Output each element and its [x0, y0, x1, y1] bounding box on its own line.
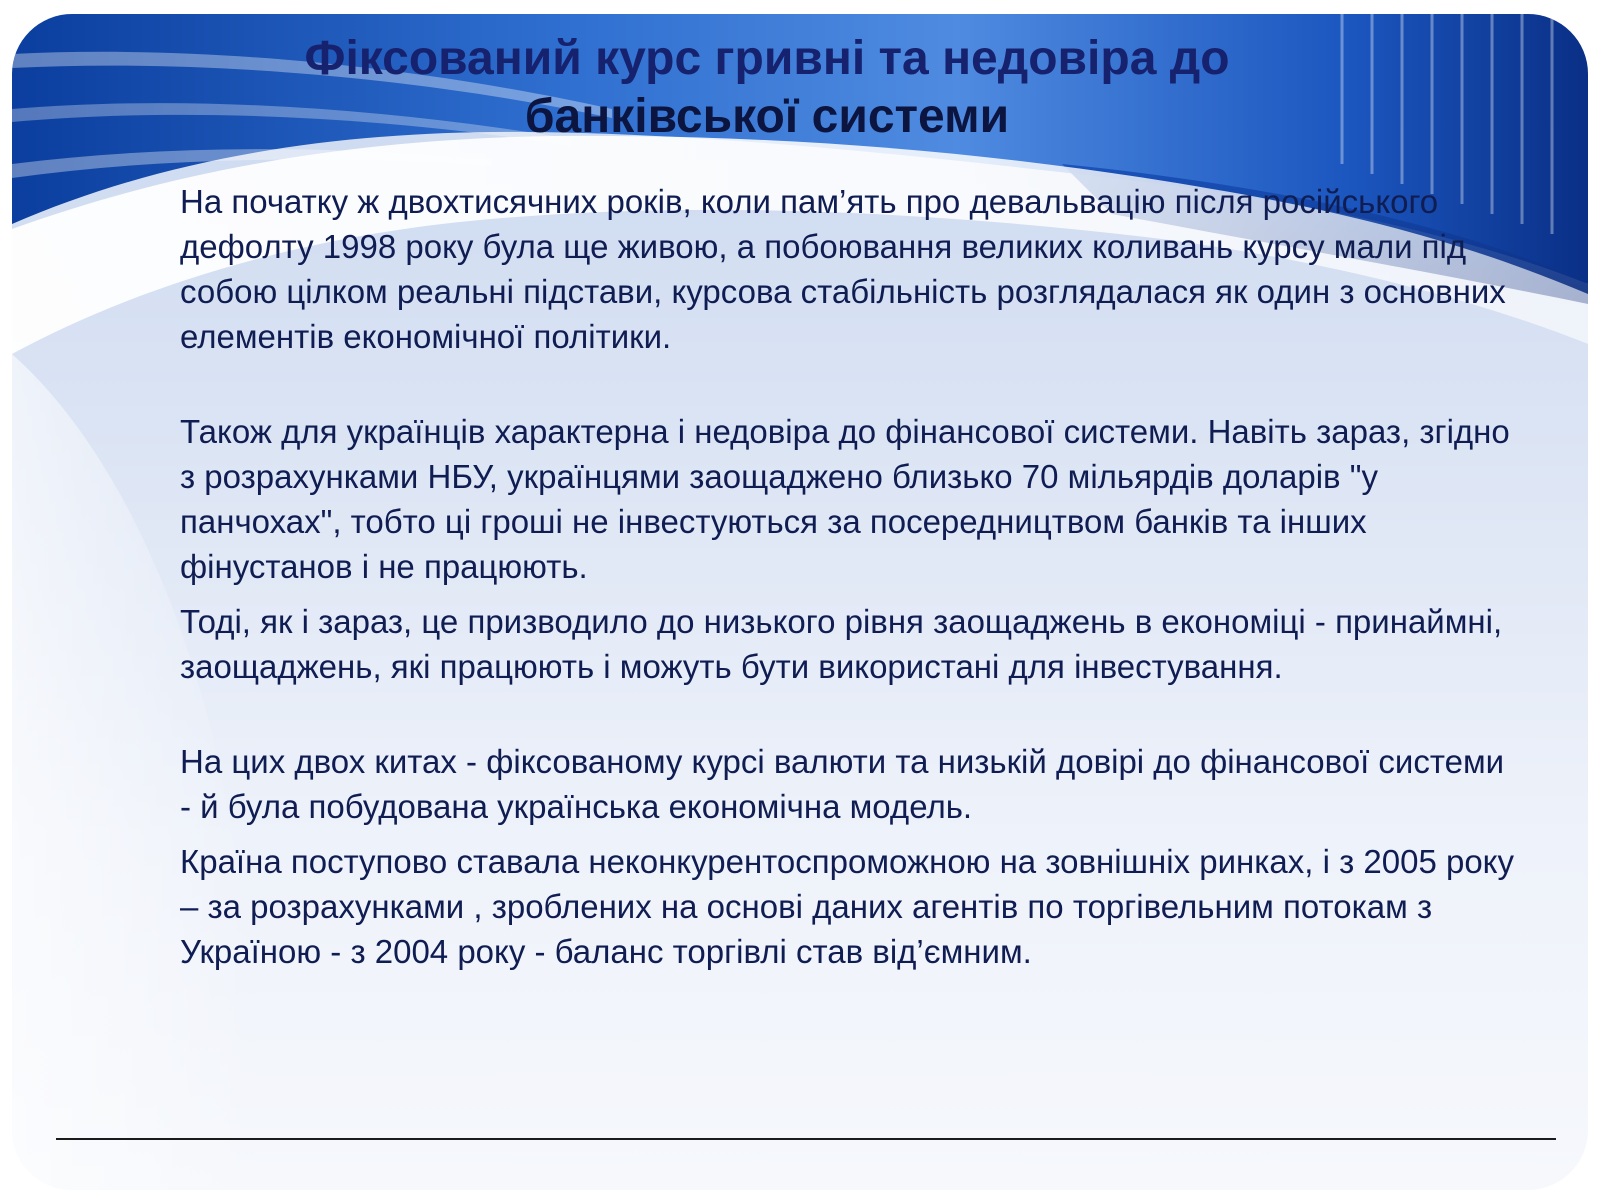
paragraph-5: Країна поступово ставала неконкурентоспроможною на зовнішніх ринках, і з 2005 року – за розрахунками , зроблених на основі даних агентів по торгівельним потокам з Україною - з 2004 року - баланс торгівлі став від’ємним. [180, 843, 1514, 970]
slide-title-line-1: Фіксований курс гривні та недовіра до [304, 32, 1230, 85]
footer-divider [56, 1138, 1556, 1140]
slide-body [180, 179, 1520, 974]
paragraph-4: На цих двох китах - фіксованому курсі валюти та низькій довірі до фінансової системи - й була побудована українська економічна модель. [180, 743, 1505, 825]
slide-title [192, 30, 1342, 146]
paragraph-3: Тоді, як і зараз, це призводило до низького рівня заощаджень в економіці - принаймні, заощаджень, які працюють і можуть бути використані для інвестування. [180, 603, 1503, 685]
paragraph-2: Також для українців характерна і недовіра до фінансової системи. Навіть зараз, згідно з розрахунками НБУ, українцями заощаджено близько 70 мільярдів доларів "у панчохах", тобто ці гроші не інвестуються за посередництвом банків та інших фінустанов і не працюють. [180, 413, 1510, 585]
slide [12, 14, 1588, 1190]
slide-title-line-2: банківської системи [524, 90, 1010, 143]
paragraph-1: На початку ж двохтисячних років, коли пам’ять про девальвацію після російського дефолту 1998 року була ще живою, а побоювання великих коливань курсу мали під собою цілком реальні підстави, курсова стабільність розглядалася як один з основних елементів економічної політики. [180, 183, 1506, 355]
